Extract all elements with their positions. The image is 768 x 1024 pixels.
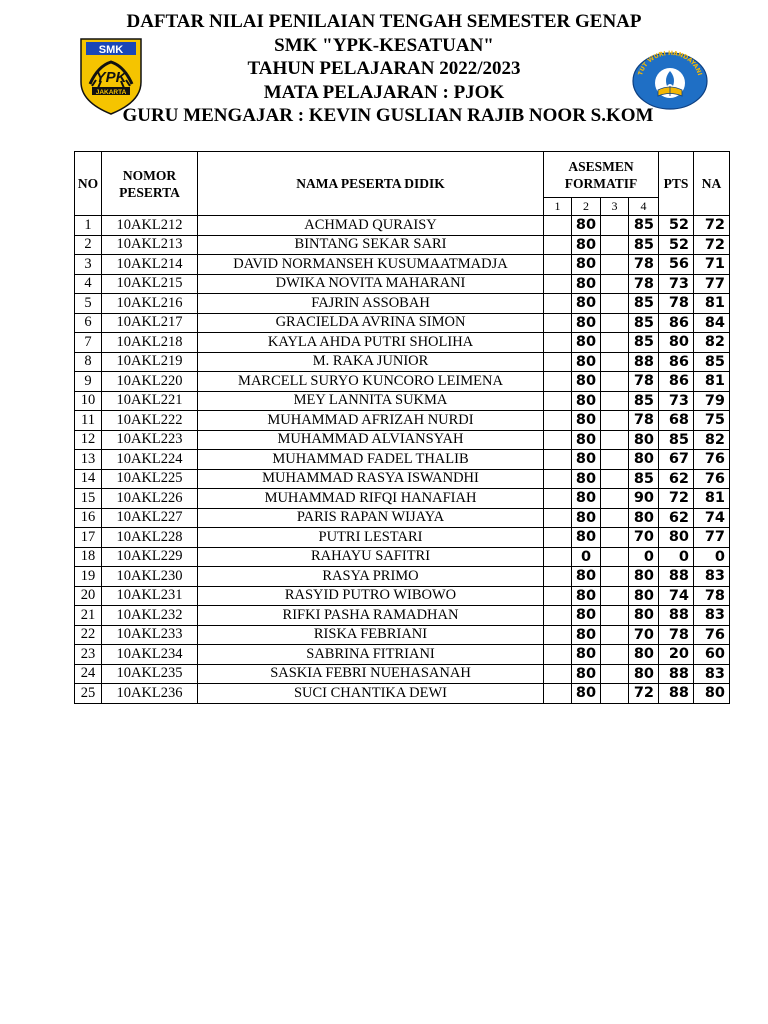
cell-na: 78 — [694, 586, 730, 606]
cell-na: 71 — [694, 255, 730, 275]
cell-formatif-4: 78 — [629, 372, 659, 392]
grades-body — [75, 216, 730, 704]
cell-nama-peserta: MUHAMMAD FADEL THALIB — [198, 450, 544, 470]
cell-formatif-1 — [544, 274, 572, 294]
cell-formatif-1 — [544, 664, 572, 684]
cell-nama-peserta: SABRINA FITRIANI — [198, 645, 544, 665]
cell-formatif-3 — [601, 216, 629, 236]
cell-formatif-2: 80 — [572, 235, 601, 255]
cell-formatif-3 — [601, 235, 629, 255]
cell-formatif-2: 0 — [572, 547, 601, 567]
header-formatif-2: 2 — [572, 198, 601, 216]
cell-formatif-2: 80 — [572, 216, 601, 236]
cell-formatif-1 — [544, 333, 572, 353]
cell-na: 83 — [694, 664, 730, 684]
cell-nama-peserta: MUHAMMAD ALVIANSYAH — [198, 430, 544, 450]
cell-formatif-3 — [601, 294, 629, 314]
grades-table — [74, 151, 730, 704]
cell-nomor-peserta: 10AKL225 — [102, 469, 198, 489]
cell-no: 6 — [75, 313, 102, 333]
cell-formatif-3 — [601, 255, 629, 275]
cell-no: 20 — [75, 586, 102, 606]
cell-pts: 80 — [659, 333, 694, 353]
cell-no: 3 — [75, 255, 102, 275]
title-line: DAFTAR NILAI PENILAIAN TENGAH SEMESTER GENAP — [126, 11, 642, 32]
cell-nama-peserta: MUHAMMAD RIFQI HANAFIAH — [198, 489, 544, 509]
table-row — [75, 606, 730, 626]
cell-nomor-peserta: 10AKL233 — [102, 625, 198, 645]
cell-formatif-3 — [601, 372, 629, 392]
cell-formatif-4: 78 — [629, 255, 659, 275]
table-row — [75, 645, 730, 665]
table-row — [75, 508, 730, 528]
cell-formatif-4: 88 — [629, 352, 659, 372]
cell-pts: 73 — [659, 391, 694, 411]
cell-nomor-peserta: 10AKL230 — [102, 567, 198, 587]
cell-nomor-peserta: 10AKL234 — [102, 645, 198, 665]
cell-formatif-1 — [544, 430, 572, 450]
cell-pts: 74 — [659, 586, 694, 606]
cell-nama-peserta: MEY LANNITA SUKMA — [198, 391, 544, 411]
cell-formatif-2: 80 — [572, 372, 601, 392]
cell-pts: 20 — [659, 645, 694, 665]
cell-formatif-3 — [601, 684, 629, 704]
header-pts: PTS — [659, 152, 694, 216]
cell-pts: 0 — [659, 547, 694, 567]
cell-no: 2 — [75, 235, 102, 255]
header-formatif-4: 4 — [629, 198, 659, 216]
cell-nama-peserta: MUHAMMAD RASYA ISWANDHI — [198, 469, 544, 489]
cell-formatif-4: 85 — [629, 333, 659, 353]
cell-formatif-1 — [544, 547, 572, 567]
table-row — [75, 469, 730, 489]
table-row — [75, 294, 730, 314]
cell-no: 13 — [75, 450, 102, 470]
cell-na: 84 — [694, 313, 730, 333]
cell-nomor-peserta: 10AKL217 — [102, 313, 198, 333]
cell-formatif-4: 78 — [629, 274, 659, 294]
table-row — [75, 255, 730, 275]
cell-formatif-4: 0 — [629, 547, 659, 567]
cell-formatif-2: 80 — [572, 606, 601, 626]
cell-formatif-1 — [544, 645, 572, 665]
cell-formatif-2: 80 — [572, 313, 601, 333]
cell-no: 21 — [75, 606, 102, 626]
header-formatif-3: 3 — [601, 198, 629, 216]
cell-formatif-2: 80 — [572, 567, 601, 587]
cell-formatif-1 — [544, 411, 572, 431]
cell-formatif-1 — [544, 372, 572, 392]
cell-no: 15 — [75, 489, 102, 509]
cell-formatif-3 — [601, 489, 629, 509]
table-row — [75, 333, 730, 353]
subject-line: MATA PELAJARAN : PJOK — [263, 81, 505, 103]
cell-pts: 80 — [659, 528, 694, 548]
cell-nama-peserta: DAVID NORMANSEH KUSUMAATMADJA — [198, 255, 544, 275]
cell-formatif-2: 80 — [572, 586, 601, 606]
cell-no: 4 — [75, 274, 102, 294]
logo-ypk-text: YPK — [95, 69, 127, 86]
cell-nomor-peserta: 10AKL226 — [102, 489, 198, 509]
cell-na: 79 — [694, 391, 730, 411]
header-formatif-1: 1 — [544, 198, 572, 216]
cell-formatif-4: 90 — [629, 489, 659, 509]
cell-no: 22 — [75, 625, 102, 645]
cell-nomor-peserta: 10AKL212 — [102, 216, 198, 236]
cell-formatif-3 — [601, 313, 629, 333]
cell-formatif-3 — [601, 528, 629, 548]
table-row — [75, 567, 730, 587]
cell-pts: 88 — [659, 684, 694, 704]
cell-na: 81 — [694, 372, 730, 392]
cell-formatif-2: 80 — [572, 508, 601, 528]
cell-formatif-3 — [601, 645, 629, 665]
table-row — [75, 430, 730, 450]
cell-formatif-4: 85 — [629, 294, 659, 314]
cell-pts: 73 — [659, 274, 694, 294]
cell-nama-peserta: BINTANG SEKAR SARI — [198, 235, 544, 255]
cell-nama-peserta: MARCELL SURYO KUNCORO LEIMENA — [198, 372, 544, 392]
cell-na: 74 — [694, 508, 730, 528]
cell-na: 72 — [694, 216, 730, 236]
header-nomor-peserta-text: NOMOR PESERTA — [119, 167, 180, 200]
cell-formatif-1 — [544, 352, 572, 372]
table-row — [75, 235, 730, 255]
cell-pts: 52 — [659, 235, 694, 255]
cell-formatif-2: 80 — [572, 684, 601, 704]
cell-pts: 78 — [659, 294, 694, 314]
cell-formatif-3 — [601, 625, 629, 645]
cell-formatif-1 — [544, 294, 572, 314]
cell-na: 76 — [694, 625, 730, 645]
cell-no: 11 — [75, 411, 102, 431]
cell-formatif-4: 80 — [629, 430, 659, 450]
cell-no: 24 — [75, 664, 102, 684]
cell-nomor-peserta: 10AKL224 — [102, 450, 198, 470]
table-row — [75, 274, 730, 294]
cell-no: 18 — [75, 547, 102, 567]
cell-nama-peserta: RIFKI PASHA RAMADHAN — [198, 606, 544, 626]
cell-nomor-peserta: 10AKL228 — [102, 528, 198, 548]
cell-no: 8 — [75, 352, 102, 372]
cell-nama-peserta: PUTRI LESTARI — [198, 528, 544, 548]
header-asesmen-text: ASESMEN FORMATIF — [564, 158, 638, 191]
cell-formatif-2: 80 — [572, 489, 601, 509]
cell-pts: 56 — [659, 255, 694, 275]
cell-formatif-4: 80 — [629, 664, 659, 684]
cell-formatif-3 — [601, 450, 629, 470]
cell-pts: 68 — [659, 411, 694, 431]
table-row — [75, 625, 730, 645]
cell-formatif-4: 80 — [629, 450, 659, 470]
cell-nomor-peserta: 10AKL221 — [102, 391, 198, 411]
cell-nomor-peserta: 10AKL235 — [102, 664, 198, 684]
cell-formatif-1 — [544, 606, 572, 626]
cell-pts: 88 — [659, 567, 694, 587]
cell-na: 72 — [694, 235, 730, 255]
cell-nomor-peserta: 10AKL227 — [102, 508, 198, 528]
cell-na: 81 — [694, 489, 730, 509]
tut-wuri-handayani-logo — [631, 50, 709, 110]
cell-formatif-1 — [544, 489, 572, 509]
cell-no: 12 — [75, 430, 102, 450]
cell-na: 76 — [694, 450, 730, 470]
cell-formatif-1 — [544, 586, 572, 606]
cell-formatif-4: 78 — [629, 411, 659, 431]
cell-pts: 86 — [659, 352, 694, 372]
cell-no: 9 — [75, 372, 102, 392]
table-row — [75, 352, 730, 372]
cell-nama-peserta: PARIS RAPAN WIJAYA — [198, 508, 544, 528]
cell-formatif-1 — [544, 255, 572, 275]
table-row — [75, 586, 730, 606]
cell-na: 77 — [694, 274, 730, 294]
cell-formatif-3 — [601, 430, 629, 450]
cell-formatif-4: 70 — [629, 528, 659, 548]
cell-nama-peserta: SASKIA FEBRI NUEHASANAH — [198, 664, 544, 684]
cell-formatif-3 — [601, 391, 629, 411]
cell-formatif-4: 70 — [629, 625, 659, 645]
cell-pts: 88 — [659, 606, 694, 626]
header-nomor-peserta — [102, 152, 198, 216]
cell-formatif-3 — [601, 469, 629, 489]
cell-nama-peserta: RISKA FEBRIANI — [198, 625, 544, 645]
cell-nomor-peserta: 10AKL214 — [102, 255, 198, 275]
cell-formatif-4: 80 — [629, 645, 659, 665]
cell-formatif-2: 80 — [572, 352, 601, 372]
logo-motto-text: TUT WURI HANDAYANI — [636, 50, 704, 77]
cell-nama-peserta: DWIKA NOVITA MAHARANI — [198, 274, 544, 294]
cell-formatif-4: 80 — [629, 586, 659, 606]
cell-nama-peserta: RASYID PUTRO WIBOWO — [198, 586, 544, 606]
table-row — [75, 313, 730, 333]
cell-formatif-1 — [544, 313, 572, 333]
cell-no: 14 — [75, 469, 102, 489]
cell-na: 82 — [694, 430, 730, 450]
header-asesmen-formatif — [544, 152, 659, 198]
cell-no: 25 — [75, 684, 102, 704]
cell-nomor-peserta: 10AKL236 — [102, 684, 198, 704]
cell-formatif-3 — [601, 664, 629, 684]
cell-formatif-4: 80 — [629, 508, 659, 528]
cell-nomor-peserta: 10AKL231 — [102, 586, 198, 606]
teacher-line: GURU MENGAJAR : KEVIN GUSLIAN RAJIB NOOR S.KOM — [122, 105, 654, 126]
cell-formatif-2: 80 — [572, 528, 601, 548]
cell-pts: 86 — [659, 313, 694, 333]
cell-formatif-4: 85 — [629, 216, 659, 236]
cell-na: 75 — [694, 411, 730, 431]
cell-no: 10 — [75, 391, 102, 411]
cell-nomor-peserta: 10AKL222 — [102, 411, 198, 431]
table-row — [75, 547, 730, 567]
cell-formatif-3 — [601, 606, 629, 626]
cell-formatif-2: 80 — [572, 411, 601, 431]
academic-year: TAHUN PELAJARAN 2022/2023 — [247, 58, 521, 79]
cell-no: 7 — [75, 333, 102, 353]
cell-na: 80 — [694, 684, 730, 704]
table-row — [75, 664, 730, 684]
cell-formatif-4: 85 — [629, 313, 659, 333]
cell-formatif-1 — [544, 528, 572, 548]
cell-nomor-peserta: 10AKL213 — [102, 235, 198, 255]
cell-na: 0 — [694, 547, 730, 567]
cell-formatif-4: 85 — [629, 235, 659, 255]
cell-formatif-1 — [544, 508, 572, 528]
cell-formatif-3 — [601, 586, 629, 606]
table-row — [75, 411, 730, 431]
header-no: NO — [75, 152, 102, 216]
cell-na: 82 — [694, 333, 730, 353]
cell-pts: 86 — [659, 372, 694, 392]
cell-nomor-peserta: 10AKL223 — [102, 430, 198, 450]
cell-nomor-peserta: 10AKL215 — [102, 274, 198, 294]
cell-nomor-peserta: 10AKL219 — [102, 352, 198, 372]
cell-formatif-1 — [544, 216, 572, 236]
header-nama-peserta: NAMA PESERTA DIDIK — [198, 152, 544, 216]
cell-pts: 62 — [659, 469, 694, 489]
smk-ypk-logo — [78, 36, 144, 116]
cell-na: 83 — [694, 606, 730, 626]
cell-formatif-2: 80 — [572, 255, 601, 275]
cell-formatif-4: 85 — [629, 469, 659, 489]
cell-nama-peserta: KAYLA AHDA PUTRI SHOLIHA — [198, 333, 544, 353]
cell-formatif-3 — [601, 274, 629, 294]
cell-no: 5 — [75, 294, 102, 314]
cell-formatif-2: 80 — [572, 391, 601, 411]
cell-nama-peserta: MUHAMMAD AFRIZAH NURDI — [198, 411, 544, 431]
cell-no: 1 — [75, 216, 102, 236]
cell-nomor-peserta: 10AKL216 — [102, 294, 198, 314]
cell-nama-peserta: ACHMAD QURAISY — [198, 216, 544, 236]
header-na: NA — [694, 152, 730, 216]
table-row — [75, 528, 730, 548]
cell-formatif-2: 80 — [572, 469, 601, 489]
cell-formatif-4: 80 — [629, 567, 659, 587]
cell-formatif-1 — [544, 450, 572, 470]
cell-no: 16 — [75, 508, 102, 528]
table-row — [75, 489, 730, 509]
table-row — [75, 450, 730, 470]
cell-formatif-4: 85 — [629, 391, 659, 411]
cell-na: 60 — [694, 645, 730, 665]
cell-formatif-2: 80 — [572, 664, 601, 684]
cell-formatif-1 — [544, 391, 572, 411]
cell-formatif-2: 80 — [572, 294, 601, 314]
table-row — [75, 216, 730, 236]
logo-jakarta-text: JAKARTA — [95, 89, 127, 96]
table-row — [75, 372, 730, 392]
cell-nama-peserta: M. RAKA JUNIOR — [198, 352, 544, 372]
cell-na: 83 — [694, 567, 730, 587]
logo-smk-text: SMK — [98, 44, 124, 56]
cell-pts: 85 — [659, 430, 694, 450]
cell-nama-peserta: RAHAYU SAFITRI — [198, 547, 544, 567]
cell-formatif-2: 80 — [572, 333, 601, 353]
school-name: SMK "YPK-KESATUAN" — [274, 34, 494, 56]
cell-formatif-3 — [601, 333, 629, 353]
cell-nama-peserta: FAJRIN ASSOBAH — [198, 294, 544, 314]
cell-formatif-1 — [544, 625, 572, 645]
cell-pts: 72 — [659, 489, 694, 509]
cell-na: 81 — [694, 294, 730, 314]
cell-formatif-4: 72 — [629, 684, 659, 704]
cell-no: 19 — [75, 567, 102, 587]
cell-formatif-2: 80 — [572, 274, 601, 294]
cell-pts: 52 — [659, 216, 694, 236]
cell-formatif-2: 80 — [572, 450, 601, 470]
cell-nama-peserta: RASYA PRIMO — [198, 567, 544, 587]
cell-formatif-3 — [601, 547, 629, 567]
cell-nama-peserta: GRACIELDA AVRINA SIMON — [198, 313, 544, 333]
cell-formatif-1 — [544, 567, 572, 587]
cell-formatif-2: 80 — [572, 625, 601, 645]
cell-na: 77 — [694, 528, 730, 548]
cell-na: 85 — [694, 352, 730, 372]
cell-formatif-1 — [544, 235, 572, 255]
cell-formatif-3 — [601, 567, 629, 587]
cell-formatif-1 — [544, 469, 572, 489]
cell-formatif-3 — [601, 508, 629, 528]
cell-formatif-4: 80 — [629, 606, 659, 626]
cell-pts: 62 — [659, 508, 694, 528]
cell-nomor-peserta: 10AKL220 — [102, 372, 198, 392]
cell-formatif-3 — [601, 352, 629, 372]
cell-pts: 88 — [659, 664, 694, 684]
cell-nama-peserta: SUCI CHANTIKA DEWI — [198, 684, 544, 704]
cell-formatif-1 — [544, 684, 572, 704]
cell-pts: 78 — [659, 625, 694, 645]
cell-nomor-peserta: 10AKL232 — [102, 606, 198, 626]
cell-nomor-peserta: 10AKL218 — [102, 333, 198, 353]
cell-pts: 67 — [659, 450, 694, 470]
cell-no: 17 — [75, 528, 102, 548]
table-row — [75, 684, 730, 704]
cell-formatif-2: 80 — [572, 430, 601, 450]
cell-no: 23 — [75, 645, 102, 665]
cell-na: 76 — [694, 469, 730, 489]
cell-formatif-3 — [601, 411, 629, 431]
cell-formatif-2: 80 — [572, 645, 601, 665]
table-row — [75, 391, 730, 411]
cell-nomor-peserta: 10AKL229 — [102, 547, 198, 567]
